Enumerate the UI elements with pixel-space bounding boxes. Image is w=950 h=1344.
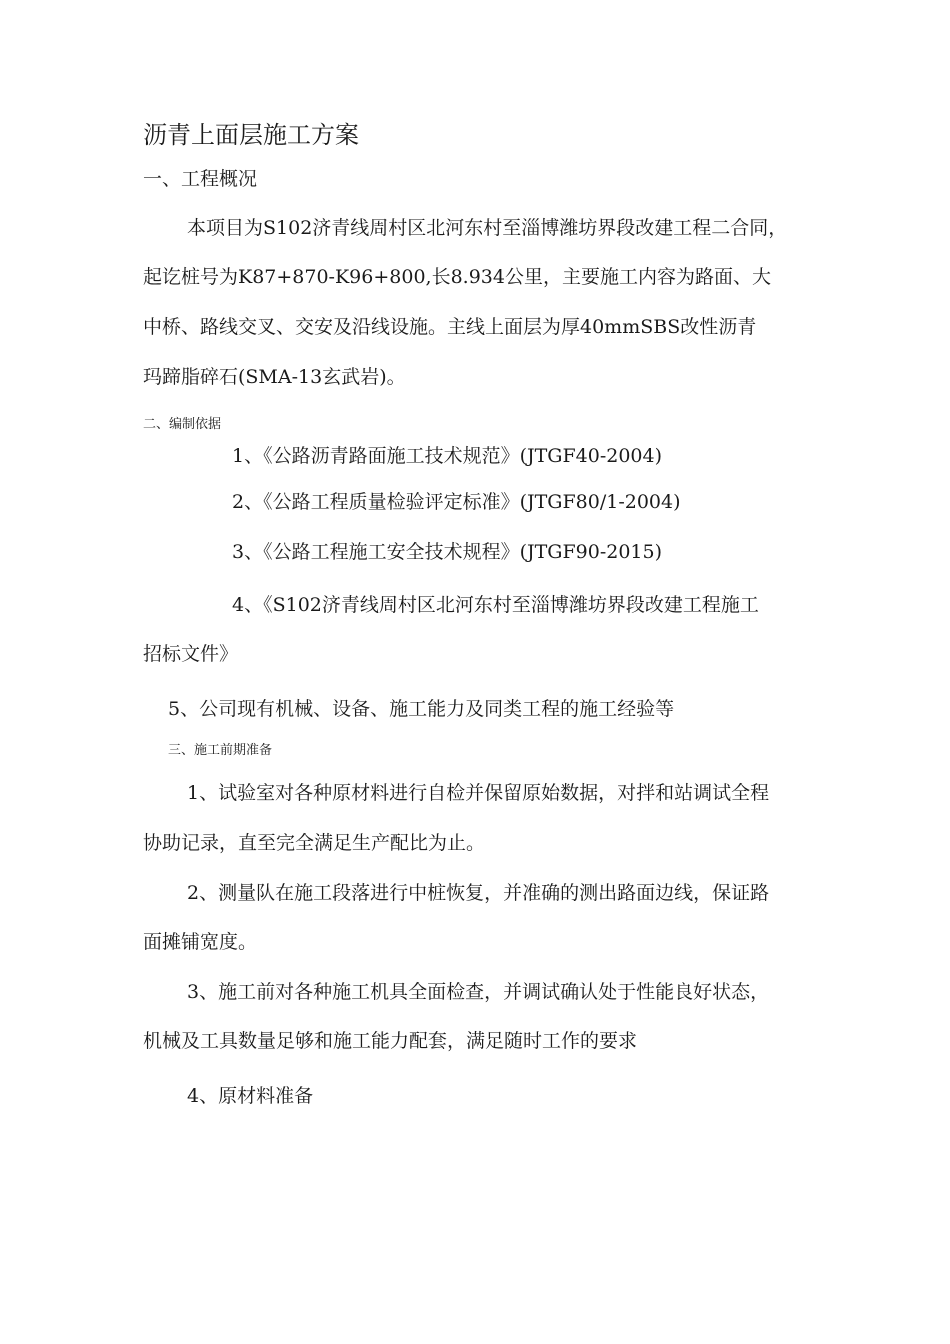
paragraph-line: 1、试验室对各种原材料进行自检并保留原始数据，对拌和站调试全程 — [187, 782, 770, 804]
list-item: 4、《S102济青线周村区北河东村至淄博潍坊界段改建工程施工 — [232, 594, 759, 616]
paragraph-line: 3、施工前对各种施工机具全面检查，并调试确认处于性能良好状态， — [187, 981, 770, 1003]
list-item: 2、《公路工程质量检验评定标准》(JTGF80/1-2004) — [232, 491, 681, 513]
list-item: 3、《公路工程施工安全技术规程》(JTGF90-2015) — [232, 541, 663, 563]
paragraph-line: 起讫桩号为K87+870-K96+800,长8.934公里，主要施工内容为路面、大 — [143, 266, 771, 288]
paragraph-line: 4、原材料准备 — [187, 1085, 314, 1107]
paragraph-line: 面摊铺宽度。 — [143, 931, 258, 953]
section-heading-preparation: 三、施工前期准备 — [168, 743, 273, 758]
paragraph-line: 中桥、路线交叉、交安及沿线设施。主线上面层为厚40mmSBS改性沥青 — [143, 316, 757, 338]
paragraph-line: 本项目为S102济青线周村区北河东村至淄博潍坊界段改建工程二合同， — [187, 217, 788, 239]
paragraph-line: 2、测量队在施工段落进行中桩恢复，并准确的测出路面边线，保证路 — [187, 882, 770, 904]
list-item: 1、《公路沥青路面施工技术规范》(JTGF40-2004) — [232, 445, 663, 467]
section-heading-overview: 一、工程概况 — [143, 168, 258, 190]
paragraph-line: 协助记录，直至完全满足生产配比为止。 — [143, 832, 486, 854]
list-item: 5、公司现有机械、设备、施工能力及同类工程的施工经验等 — [168, 698, 675, 720]
paragraph-line: 机械及工具数量足够和施工能力配套，满足随时工作的要求 — [143, 1030, 638, 1052]
list-item-continuation: 招标文件》 — [143, 643, 239, 665]
document-title: 沥青上面层施工方案 — [143, 121, 359, 149]
section-heading-basis: 二、编制依据 — [143, 417, 222, 432]
paragraph-line: 玛蹄脂碎石(SMA-13玄武岩)。 — [143, 366, 406, 388]
